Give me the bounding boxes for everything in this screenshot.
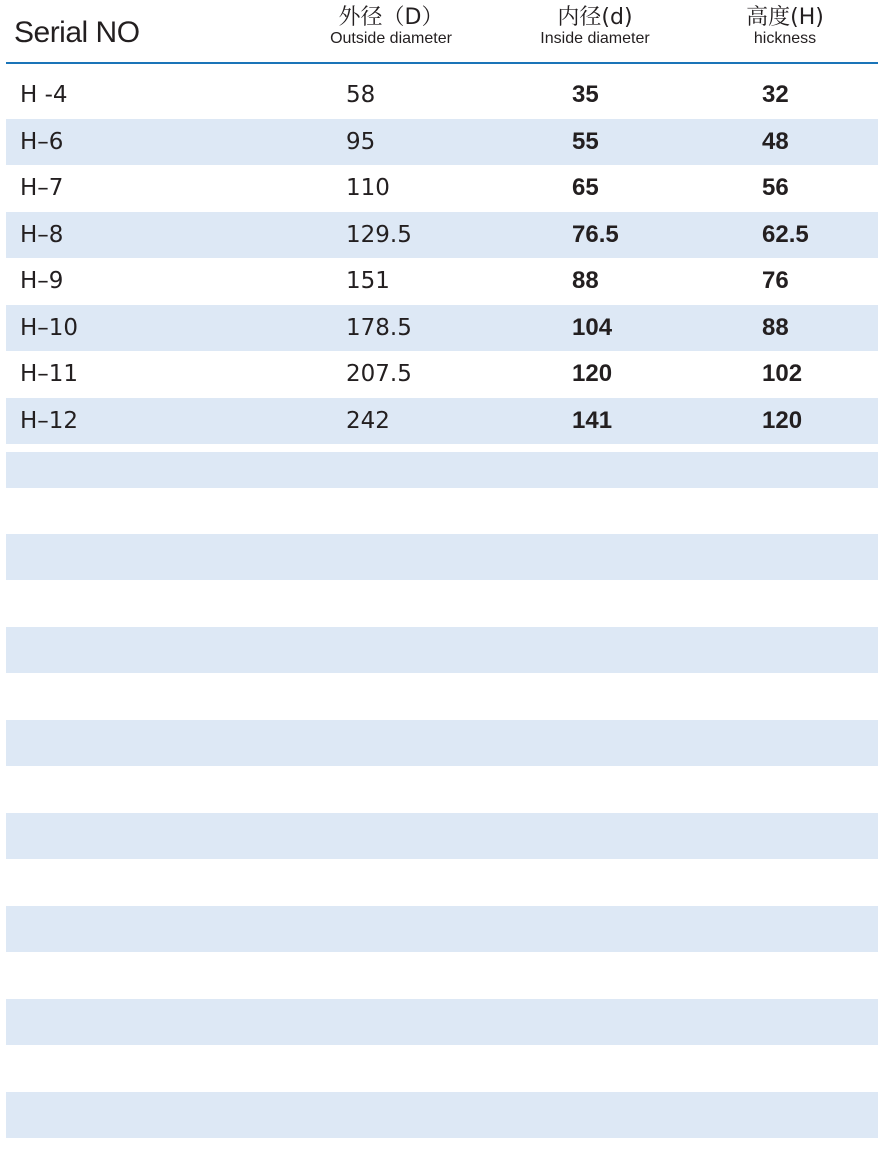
inside-diameter-cell: 104 [572,313,613,341]
outside-diameter-cell: 242 [346,407,390,434]
table-header [0,0,884,62]
empty-row-band [6,813,878,859]
table-row [6,212,878,259]
table-row [6,351,878,398]
outside-diameter-cell: 151 [346,268,390,295]
serial-cell: H–10 [20,314,79,341]
inside-diameter-cell: 35 [572,81,599,109]
inside-diameter-cell: 76.5 [572,220,619,248]
table-row [6,165,878,212]
empty-row-band [6,1092,878,1138]
serial-no-header: Serial NO [14,16,140,49]
table-row [6,398,878,445]
serial-cell: H–7 [20,175,64,202]
inside-diameter-cell: 65 [572,174,599,202]
serial-cell: H–8 [20,221,64,248]
empty-row-band [6,999,878,1045]
serial-cell: H -4 [20,82,68,109]
outside-diameter-cell: 58 [346,82,376,109]
height-cell: 76 [762,267,789,295]
serial-cell: H–11 [20,361,79,388]
inside-diameter-cn: 内径(d) [557,5,633,30]
table-row [6,72,878,119]
inside-diameter-cell: 120 [572,360,613,388]
table-row [6,119,878,166]
table-row [6,305,878,352]
empty-row-band [6,534,878,580]
empty-row-band [6,452,878,488]
height-en: hickness [753,30,817,47]
serial-cell: H–12 [20,407,79,434]
inside-diameter-en: Inside diameter [540,30,650,47]
outside-diameter-cell: 129.5 [346,221,412,248]
inside-diameter-cell: 141 [572,406,613,434]
serial-cell: H–9 [20,268,64,295]
empty-row-band [6,906,878,952]
inside-diameter-header [520,6,670,48]
outside-diameter-cell: 178.5 [346,314,412,341]
empty-row-band [6,627,878,673]
height-cn: 高度(H) [746,5,824,30]
height-cell: 32 [762,81,789,109]
height-cell: 88 [762,313,789,341]
height-cell: 120 [762,406,803,434]
table-row [6,258,878,305]
empty-row-band [6,720,878,766]
inside-diameter-cell: 55 [572,127,599,155]
inside-diameter-cell: 88 [572,267,599,295]
outside-diameter-en: Outside diameter [330,30,452,47]
height-cell: 56 [762,174,789,202]
outside-diameter-header [306,6,476,48]
header-divider [6,62,878,64]
height-cell: 102 [762,360,803,388]
outside-diameter-cn: 外径（D） [338,5,444,30]
height-cell: 62.5 [762,220,809,248]
serial-cell: H–6 [20,128,64,155]
table-body [6,72,878,444]
outside-diameter-cell: 95 [346,128,376,155]
height-cell: 48 [762,127,789,155]
outside-diameter-cell: 207.5 [346,361,412,388]
height-header [726,6,844,48]
outside-diameter-cell: 110 [346,175,390,202]
